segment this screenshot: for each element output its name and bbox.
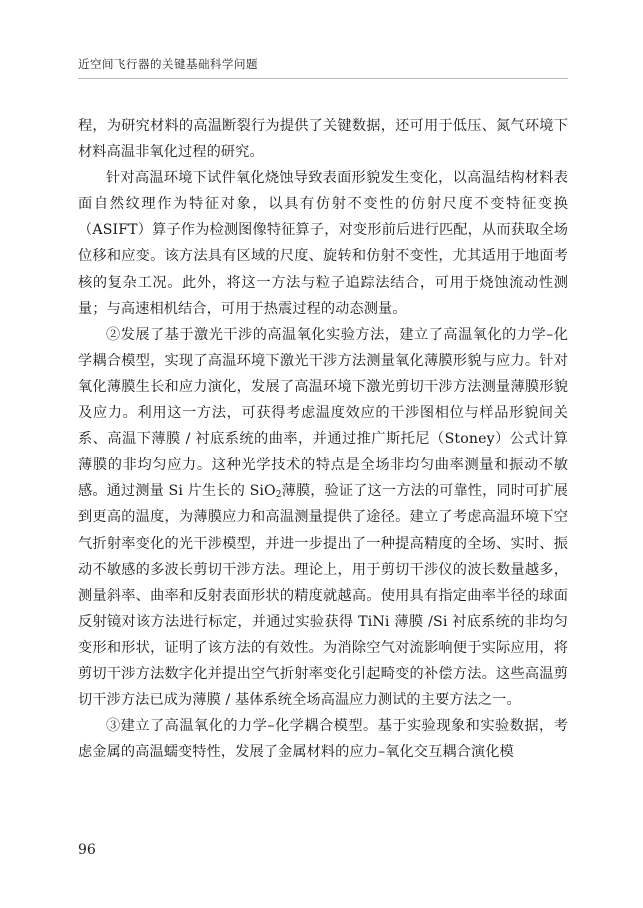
body-text bbox=[78, 113, 568, 765]
paragraph-asift-method: 针对高温环境下试件氧化烧蚀导致表面形貌发生变化，以高温结构材料表面自然纹理作为特征对象，以具有仿射不变性的仿射尺度不变特征变换（ASIFT）算子作为检测图像特征算子，对变形前后进行匹配，从而获取全场位移和应变。该方法具有区域的尺度、旋转和仿射不变性，尤其适用于地面考核的复杂工况。此外，将这一方法与粒子追踪法结合，可用于烧蚀流动性测量；与高速相机结合，可用于热震过程的动态测量。 bbox=[78, 170, 568, 317]
sio2-formula-subscript: 2 bbox=[275, 490, 282, 501]
header-divider bbox=[78, 78, 568, 79]
sio2-formula bbox=[250, 483, 282, 499]
paragraph-laser-interference bbox=[78, 322, 568, 713]
running-header-title: 近空间飞行器的关键基础科学问题 bbox=[78, 57, 258, 71]
sio2-formula-base: SiO bbox=[249, 483, 276, 500]
paragraph-laser-interference-part2: 薄膜，验证了这一方法的可靠性，同时可扩展到更高的温度，为薄膜应力和高温测量提供了途径。建立了考虑高温环境下空气折射率变化的光干涉模型，并进一步提出了一种提高精度的全场、实时、振动不敏感的多波长剪切干涉方法。理论上，用于剪切干涉仪的波长数量越多，测量斜率、曲率和反射表面形状的精度就越高。使用具有指定曲率半径的球面反射镜对该方法进行标定，并通过实验获得 TiNi 薄膜 /Si 衬底系统的非均匀变形和形状，证明了该方法的有效性。为消除空气对流影响便于实际应用，将剪切干涉方法数字化并提出空气折射率变化引起畸变的补偿方法。这些高温剪切干涉方法已成为薄膜 / 基体系统全场高温应力测试的主要方法之一。 bbox=[78, 483, 568, 709]
page-number: 96 bbox=[78, 842, 96, 858]
paragraph-continuation: 程，为研究材料的高温断裂行为提供了关键数据，还可用于低压、氮气环境下材料高温非氧化过程的研究。 bbox=[78, 118, 568, 161]
paragraph-coupling-model: ③建立了高温氧化的力学–化学耦合模型。基于实验现象和实验数据，考虑金属的高温蠕变特性，发展了金属材料的应力–氧化交互耦合演化模 bbox=[78, 718, 568, 761]
paragraph-laser-interference-part1: ②发展了基于激光干涉的高温氧化实验方法，建立了高温氧化的力学–化学耦合模型，实现了高温环境下激光干涉方法测量氧化薄膜形貌与应力。针对氧化薄膜生长和应力演化，发展了高温环境下激光剪切干涉方法测量薄膜形貌及应力。利用这一方法，可获得考虑温度效应的干涉图相位与样品形貌间关系、高温下薄膜 / 衬底系统的曲率，并通过推广斯托尼（Stoney）公式计算薄膜的非均匀应力。这种光学技术的特点是全场非均匀曲率测量和振动不敏感。通过测量 Si 片生长的 bbox=[78, 326, 568, 500]
